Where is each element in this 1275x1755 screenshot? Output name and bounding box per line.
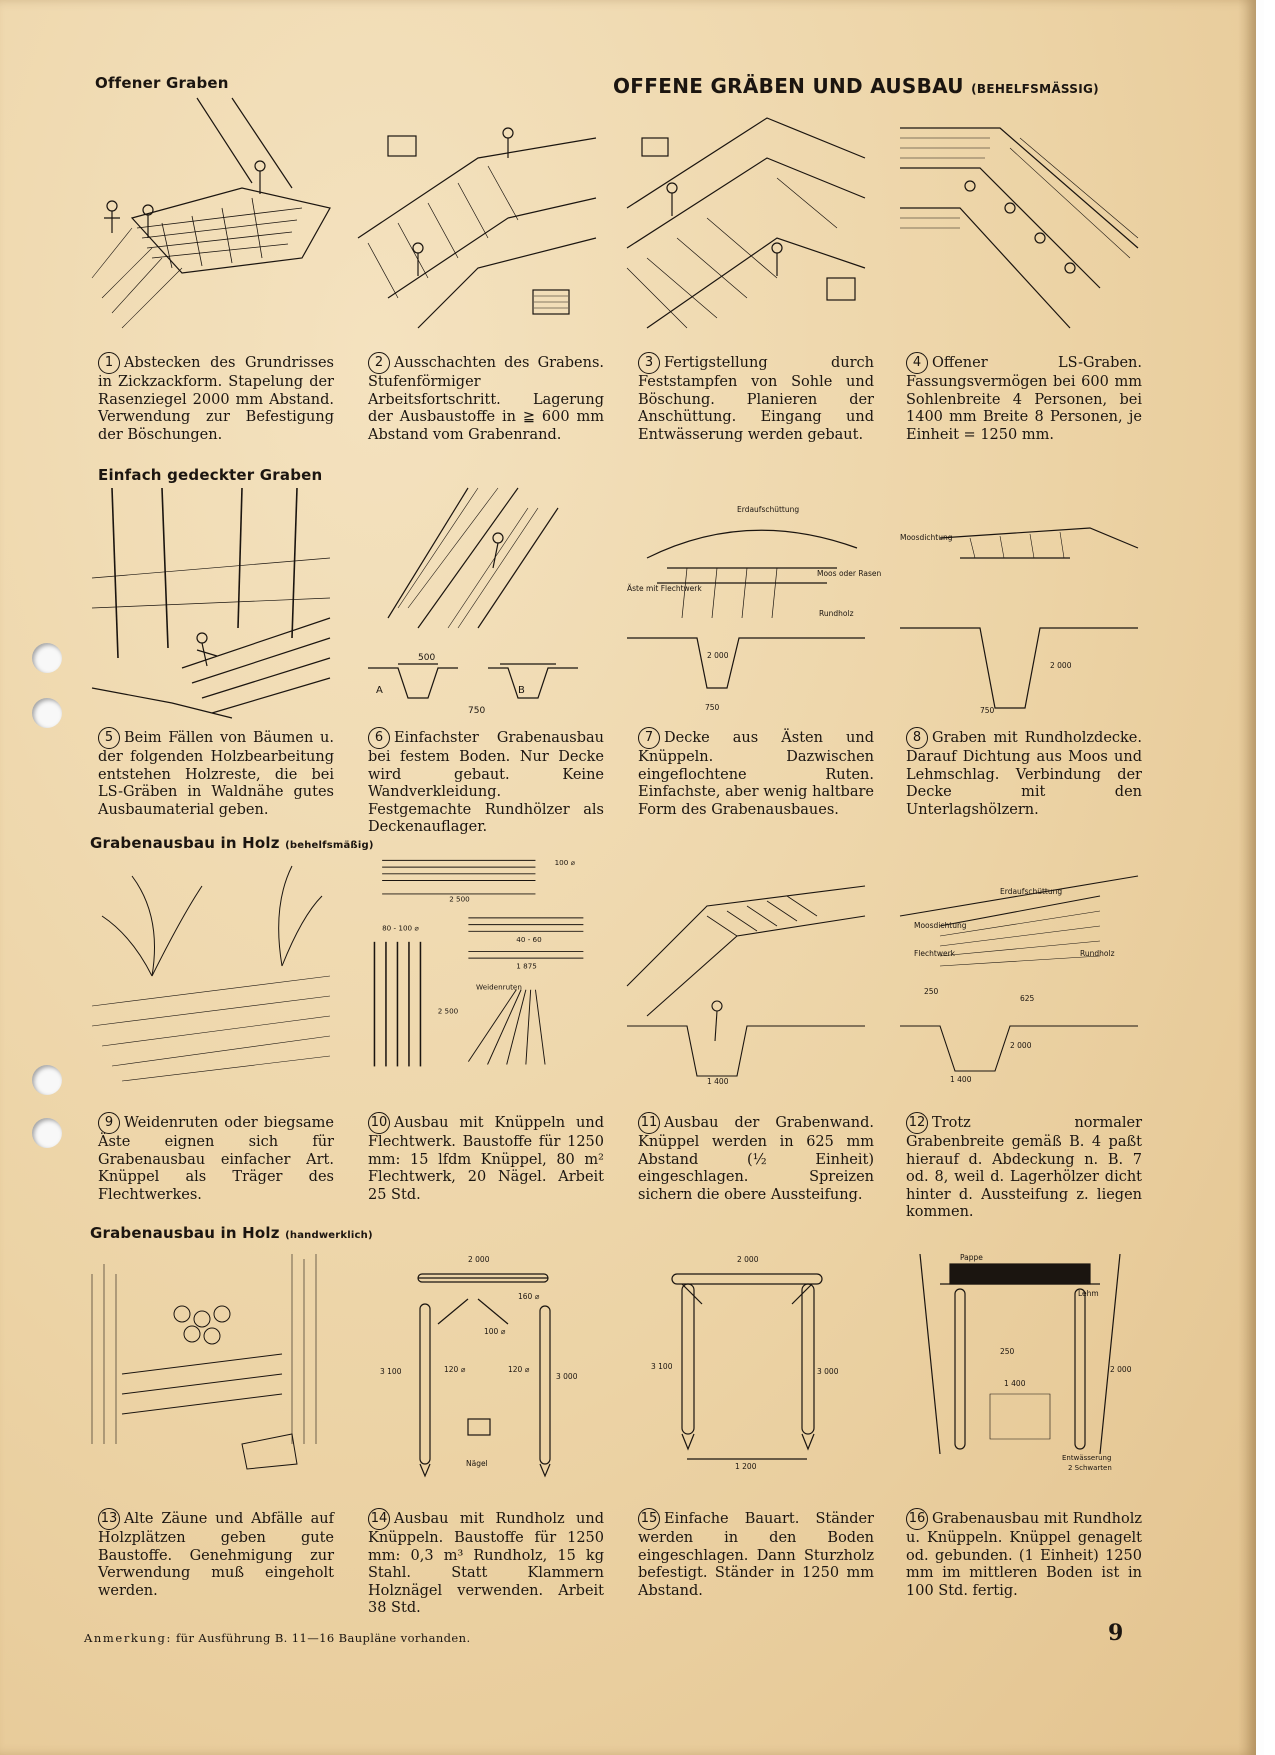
section-title-offener-graben [95,74,229,92]
dim-label: 3 000 [556,1372,578,1381]
dim-label: 3 000 [817,1367,839,1376]
dim-label: 2 000 [737,1255,759,1264]
dim-label: 120 ⌀ [508,1365,530,1374]
illustration-fig-7 [627,488,882,718]
section-title-holz-behelfsmaessig [90,834,374,852]
page-title-suffix: (BEHELFSMÄSSIG) [971,82,1099,96]
caption-fig-16 [906,1508,1142,1600]
dim-label: 250 [924,987,939,996]
dim-label: Rundholz [819,609,854,618]
illustration-fig-2 [358,98,596,328]
caption-text: Graben mit Rundholzdecke. Darauf Dichtung aus Moos und Lehmschlag. Verbindung der Decke mit den Unterlagshölzern. [906,730,1142,818]
section-title-text: Offener Graben [95,74,229,92]
dim-label: Entwässerung [1062,1454,1112,1462]
dim-label: 500 [418,653,436,663]
dim-label: Nägel [466,1459,488,1468]
dim-label: Weidenruten [476,982,522,992]
caption-text: Abstecken des Grundrisses in Zickzackform. Stapelung der Rasenziegel 2000 mm Abstand. Verwendung zur Befestigung der Böschungen. [98,355,334,443]
page-number: 9 [1108,1620,1124,1646]
caption-text: Einfache Bauart. Ständer werden in den Boden eingeschlagen. Dann Sturzholz befestigt. Ständer in 1250 mm Abstand. [638,1511,874,1599]
dim-label: 160 ⌀ [518,1292,540,1301]
illustration-fig-4 [900,98,1138,328]
dim-label: Moosdichtung [914,921,967,930]
caption-text: Grabenausbau mit Rundholz u. Knüppeln. Knüppel genagelt od. gebunden. (1 Einheit) 1250 mm im mittleren Boden ist in 100 Std. fertig. [906,1511,1142,1599]
caption-fig-11 [638,1112,874,1204]
dim-label: 2 500 [449,894,470,904]
illustration-fig-12 [900,856,1138,1086]
dim-label: 2 000 [1010,1041,1032,1050]
dim-label: Erdaufschüttung [1000,887,1063,896]
dim-label: Äste mit Flechtwerk [627,584,702,593]
caption-text: Offener LS-Graben. Fassungsvermögen bei 600 mm Sohlenbreite 4 Personen, bei 1400 mm Breite 8 Personen, je Einheit = 1250 mm. [906,355,1142,443]
figure-number: 4 [906,352,928,374]
caption-text: Einfachster Grabenausbau bei festem Boden. Nur Decke wird gebaut. Keine Wandverkleidung. Festgemachte Rundhölzer als Deckenauflager. [368,730,604,835]
section-title-text: Grabenausbau in Holz [90,1224,280,1242]
caption-fig-12 [906,1112,1142,1222]
illustration-fig-5 [92,488,330,718]
figure-number: 8 [906,727,928,749]
caption-fig-8 [906,727,1142,819]
caption-text: Ausschachten des Grabens. Stufenförmiger Arbeitsfortschritt. Lagerung der Ausbaustoffe in ≧ 600 mm Abstand vom Grabenrand. [368,355,604,443]
dim-label: 40 - 60 [516,934,542,944]
dim-label: 1 875 [516,961,537,971]
caption-text: Beim Fällen von Bäumen u. der folgenden Holzbearbeitung entstehen Holzreste, die bei LS-Gräben in Waldnähe gutes Ausbaumaterial geben. [98,730,334,818]
caption-fig-3 [638,352,874,444]
figure-number: 15 [638,1508,660,1530]
dim-label: 100 ⌀ [554,858,575,868]
dim-label: 80 - 100 ⌀ [382,923,419,933]
illustration-fig-3 [627,98,865,328]
caption-fig-1 [98,352,334,444]
illustration-fig-13 [92,1244,330,1474]
caption-text: Fertigstellung durch Feststampfen von Sohle und Böschung. Planieren der Anschüttung. Eingang und Entwässerung werden gebaut. [638,355,874,443]
dim-label: 2 500 [437,1006,459,1016]
figure-number: 9 [98,1112,120,1134]
figure-number: 2 [368,352,390,374]
punch-hole-4 [32,1118,62,1148]
dim-label: 250 [1000,1347,1015,1356]
dim-label: 750 [705,703,720,712]
page-title [613,74,1099,98]
page-edge-shadow [1238,0,1256,1755]
caption-text: Ausbau mit Rundholz und Knüppeln. Baustoffe für 1250 mm: 0,3 m³ Rundholz, 15 kg Stahl. Statt Klammern Holznägel verwenden. Arbeit 38 Std. [368,1511,604,1616]
figure-number: 14 [368,1508,390,1530]
footnote-text: für Ausführung B. 11—16 Baupläne vorhanden. [176,1631,471,1645]
dim-label: 1 400 [950,1075,972,1084]
illustration-fig-16 [900,1244,1138,1474]
punch-hole-2 [32,698,62,728]
dim-label: 2 000 [1050,661,1072,670]
caption-fig-14 [368,1508,604,1618]
caption-fig-4 [906,352,1142,444]
dim-label: 2 Schwarten [1068,1464,1112,1472]
footnote [84,1631,471,1645]
page-title-text: OFFENE GRÄBEN UND AUSBAU [613,74,964,98]
figure-number: 10 [368,1112,390,1134]
figure-number: 3 [638,352,660,374]
dim-label: 2 000 [468,1255,490,1264]
dim-label: 1 400 [1004,1379,1026,1388]
caption-fig-13 [98,1508,334,1600]
caption-text: Ausbau mit Knüppeln und Flechtwerk. Baustoffe für 1250 mm: 15 lfdm Knüppel, 80 m² Flechtwerk, 20 Nägel. Arbeit 25 Std. [368,1115,604,1203]
figure-number: 7 [638,727,660,749]
dim-label: 120 ⌀ [444,1365,466,1374]
caption-text: Ausbau der Grabenwand. Knüppel werden in 625 mm Abstand (½ Einheit) eingeschlagen. Spreizen sichern die obere Aussteifung. [638,1115,874,1203]
dim-label: Moosdichtung [900,533,953,542]
caption-text: Weidenruten oder biegsame Äste eignen sich für Grabenausbau einfacher Art. Knüppel als Träger des Flechtwerkes. [98,1115,334,1203]
dim-label: Pappe [960,1253,983,1262]
illustration-fig-6 [358,488,596,718]
illustration-fig-9 [92,856,330,1086]
caption-text: Trotz normaler Grabenbreite gemäß B. 4 paßt hierauf d. Abdeckung n. B. 7 od. 8, weil d. Lagerhölzer dicht hinter d. Aussteifung z. liegen kommen. [906,1115,1142,1220]
illustration-fig-14 [358,1244,596,1474]
caption-fig-10 [368,1112,604,1204]
caption-fig-15 [638,1508,874,1600]
caption-text: Alte Zäune und Abfälle auf Holzplätzen geben gute Baustoffe. Genehmigung zur Verwendung muß eingeholt werden. [98,1511,334,1599]
figure-number: 11 [638,1112,660,1134]
figure-number: 12 [906,1112,928,1134]
dim-label: 750 [468,706,486,716]
section-title-einfach-gedeckt [98,466,322,484]
dim-label: 1 200 [735,1462,757,1471]
punch-hole-1 [32,643,62,673]
caption-text: Decke aus Ästen und Knüppeln. Dazwischen eingeflochtene Ruten. Einfachste, aber wenig haltbare Form des Grabenausbaues. [638,730,874,818]
dim-label: Lehm [1078,1289,1099,1298]
footnote-label: Anmerkung: [84,1631,172,1645]
figure-number: 6 [368,727,390,749]
caption-fig-2 [368,352,604,444]
dim-label: Flechtwerk [914,949,956,958]
caption-fig-9 [98,1112,334,1204]
punch-hole-3 [32,1065,62,1095]
caption-fig-5 [98,727,334,819]
figure-number: 13 [98,1508,120,1530]
dim-label: 1 400 [707,1077,729,1086]
figure-number: 16 [906,1508,928,1530]
dim-label: 750 [980,706,995,715]
section-title-suffix: (behelfsmäßig) [285,840,374,851]
section-title-text: Einfach gedeckter Graben [98,466,323,484]
figure-number: 1 [98,352,120,374]
dim-label: 2 000 [1110,1365,1132,1374]
dim-label: 3 100 [380,1367,402,1376]
section-title-suffix: (handwerklich) [285,1230,373,1241]
caption-fig-6 [368,727,604,837]
dim-label: 625 [1020,994,1035,1003]
dim-label: B [518,685,525,696]
illustration-fig-1 [92,98,330,328]
illustration-fig-8 [900,488,1138,718]
dim-label: Moos oder Rasen [817,569,882,578]
section-title-holz-handwerklich [90,1224,373,1242]
figure-number: 5 [98,727,120,749]
dim-label: 2 000 [707,651,729,660]
illustration-fig-10 [358,846,596,1076]
section-title-text: Grabenausbau in Holz [90,834,280,852]
illustration-fig-15 [627,1244,865,1474]
dim-label: 100 ⌀ [484,1327,506,1336]
dim-label: Erdaufschüttung [737,505,800,514]
dim-label: Rundholz [1080,949,1115,958]
dim-label: A [376,685,383,696]
illustration-fig-11 [627,856,865,1086]
dim-label: 3 100 [651,1362,673,1371]
caption-fig-7 [638,727,874,819]
